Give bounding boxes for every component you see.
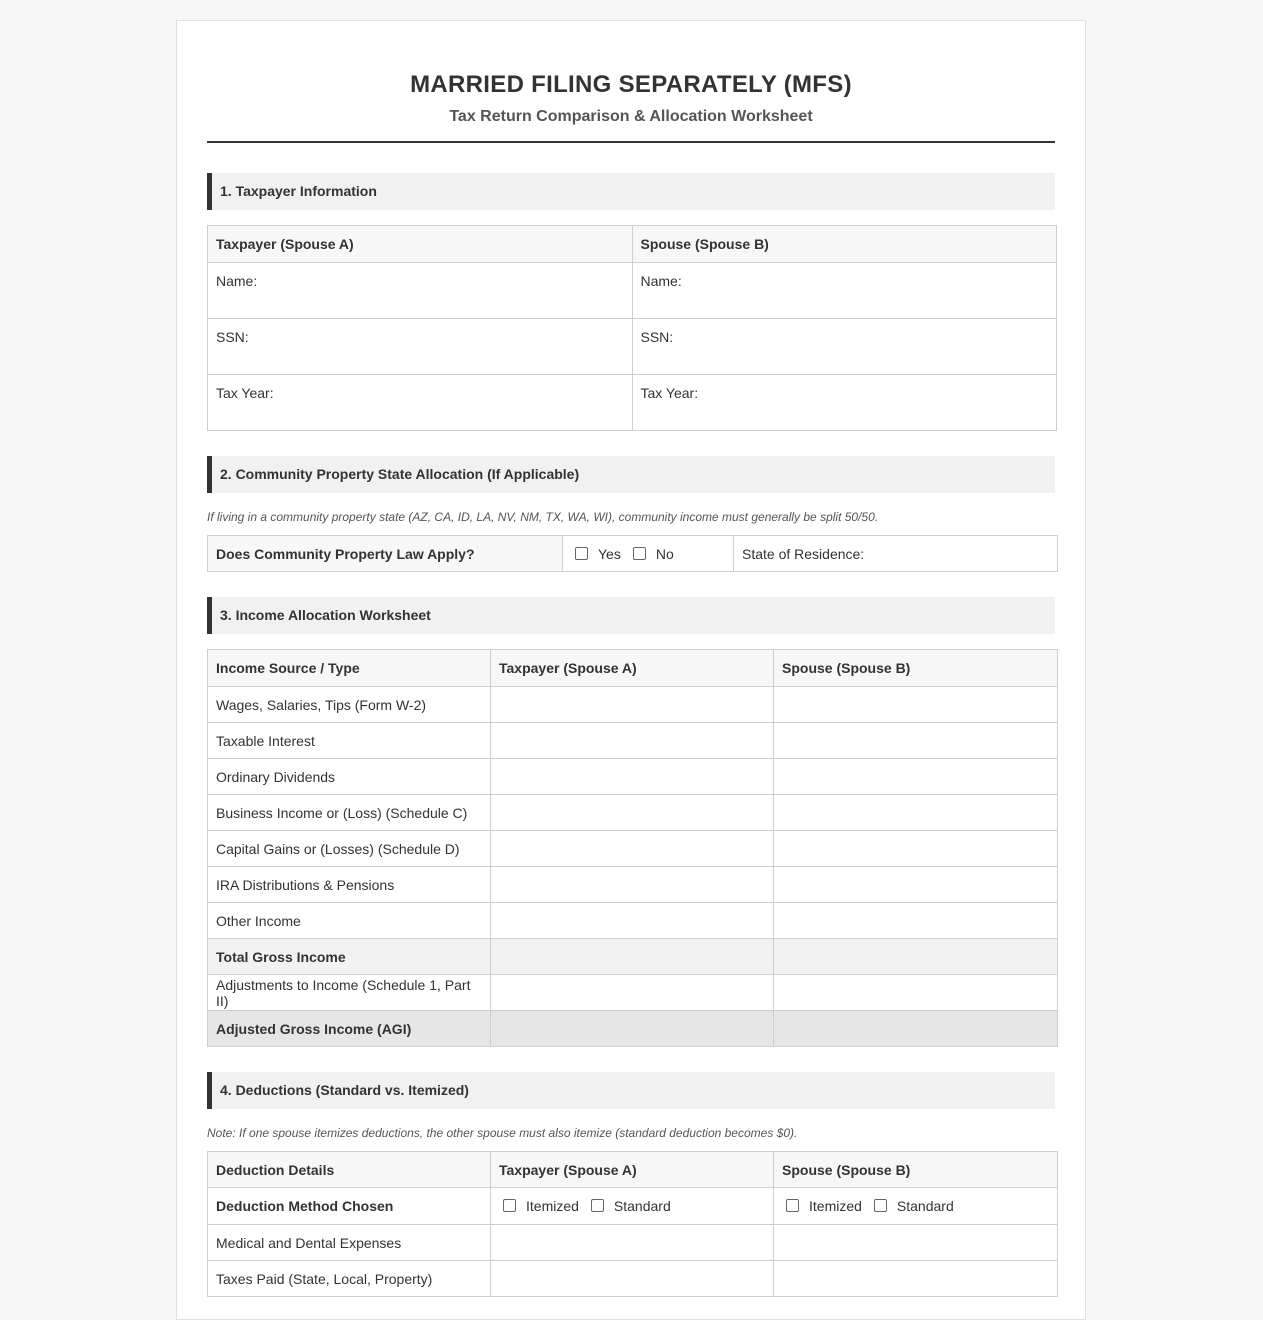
other-income-spouse-b-cell[interactable] <box>774 903 1058 939</box>
agi-spouse-a-cell <box>491 1011 774 1047</box>
agi-row <box>208 1011 1058 1047</box>
itemize-rule-note: Note: If one spouse itemizes deductions, the other spouse must also itemize (standard deduction becomes $0). <box>207 1126 798 1140</box>
table-row <box>208 795 1058 831</box>
income-label-wages: Wages, Salaries, Tips (Form W-2) <box>208 687 491 723</box>
ira-spouse-a-cell[interactable] <box>491 867 774 903</box>
spouse-a-ssn-field[interactable]: SSN: <box>208 319 633 375</box>
income-col-header-spouse-b: Spouse (Spouse B) <box>774 650 1058 687</box>
income-col-header-source: Income Source / Type <box>208 650 491 687</box>
worksheet-page <box>176 20 1086 1320</box>
total-gross-spouse-a-cell <box>491 939 774 975</box>
wages-spouse-b-cell[interactable] <box>774 687 1058 723</box>
spouse-a-standard-label: Standard <box>613 1198 671 1214</box>
table-row <box>208 687 1058 723</box>
section-3-heading: 3. Income Allocation Worksheet <box>207 597 1055 634</box>
no-checkbox[interactable] <box>633 547 646 560</box>
spouse-b-itemized-label: Itemized <box>809 1198 862 1214</box>
section-2-heading: 2. Community Property State Allocation (If Applicable) <box>207 456 1055 493</box>
income-label-business: Business Income or (Loss) (Schedule C) <box>208 795 491 831</box>
deduction-col-header-spouse-a: Taxpayer (Spouse A) <box>491 1152 774 1188</box>
spouse-a-method-options <box>491 1188 774 1225</box>
deductions-table <box>207 1151 1058 1297</box>
income-label-dividends: Ordinary Dividends <box>208 759 491 795</box>
spouse-a-standard-checkbox[interactable] <box>591 1199 604 1212</box>
business-spouse-a-cell[interactable] <box>491 795 774 831</box>
no-label: No <box>655 545 674 562</box>
col-header-spouse-b: Spouse (Spouse B) <box>632 226 1057 263</box>
table-row <box>208 975 1058 1011</box>
spouse-b-method-options <box>774 1188 1058 1225</box>
state-of-residence-field[interactable]: State of Residence: <box>734 536 1058 572</box>
community-property-note: If living in a community property state (AZ, CA, ID, LA, NV, NM, TX, WA, WI), community income must generally be split 50/50. <box>207 510 879 524</box>
capital-gains-spouse-a-cell[interactable] <box>491 831 774 867</box>
ira-spouse-b-cell[interactable] <box>774 867 1058 903</box>
wages-spouse-a-cell[interactable] <box>491 687 774 723</box>
income-label-agi: Adjusted Gross Income (AGI) <box>208 1011 491 1047</box>
document-header <box>207 21 1055 143</box>
income-label-capital-gains: Capital Gains or (Losses) (Schedule D) <box>208 831 491 867</box>
spouse-b-tax-year-field[interactable]: Tax Year: <box>632 375 1057 431</box>
spouse-a-itemized-checkbox[interactable] <box>503 1199 516 1212</box>
deduction-method-label: Deduction Method Chosen <box>208 1188 491 1225</box>
business-spouse-b-cell[interactable] <box>774 795 1058 831</box>
taxes-paid-spouse-b-cell[interactable] <box>774 1261 1058 1297</box>
taxes-paid-spouse-a-cell[interactable] <box>491 1261 774 1297</box>
spouse-b-name-field[interactable]: Name: <box>632 263 1057 319</box>
adjustments-spouse-a-cell[interactable] <box>491 975 774 1011</box>
spouse-b-ssn-field[interactable]: SSN: <box>632 319 1057 375</box>
income-label-total-gross: Total Gross Income <box>208 939 491 975</box>
deduction-label-taxes-paid: Taxes Paid (State, Local, Property) <box>208 1261 491 1297</box>
dividends-spouse-b-cell[interactable] <box>774 759 1058 795</box>
document-subtitle: Tax Return Comparison & Allocation Worksheet <box>449 108 813 125</box>
document-title: MARRIED FILING SEPARATELY (MFS) <box>410 71 852 98</box>
spouse-a-tax-year-field[interactable]: Tax Year: <box>208 375 633 431</box>
income-label-adjustments: Adjustments to Income (Schedule 1, Part II) <box>208 975 491 1011</box>
other-income-spouse-a-cell[interactable] <box>491 903 774 939</box>
deduction-label-medical: Medical and Dental Expenses <box>208 1225 491 1261</box>
medical-spouse-b-cell[interactable] <box>774 1225 1058 1261</box>
agi-spouse-b-cell <box>774 1011 1058 1047</box>
adjustments-spouse-b-cell[interactable] <box>774 975 1058 1011</box>
yes-checkbox[interactable] <box>575 547 588 560</box>
table-row <box>208 867 1058 903</box>
header-divider <box>207 141 1055 143</box>
interest-spouse-b-cell[interactable] <box>774 723 1058 759</box>
income-label-other: Other Income <box>208 903 491 939</box>
total-gross-income-row <box>208 939 1058 975</box>
table-row <box>208 1225 1058 1261</box>
dividends-spouse-a-cell[interactable] <box>491 759 774 795</box>
deduction-col-header-details: Deduction Details <box>208 1152 491 1188</box>
income-label-interest: Taxable Interest <box>208 723 491 759</box>
community-property-question: Does Community Property Law Apply? <box>208 536 563 572</box>
spouse-b-itemized-checkbox[interactable] <box>786 1199 799 1212</box>
spouse-a-itemized-label: Itemized <box>526 1198 579 1214</box>
total-gross-spouse-b-cell <box>774 939 1058 975</box>
interest-spouse-a-cell[interactable] <box>491 723 774 759</box>
income-allocation-table <box>207 649 1058 1047</box>
income-col-header-spouse-a: Taxpayer (Spouse A) <box>491 650 774 687</box>
table-row <box>208 831 1058 867</box>
section-4-heading: 4. Deductions (Standard vs. Itemized) <box>207 1072 1055 1109</box>
table-row <box>208 759 1058 795</box>
spouse-b-standard-label: Standard <box>896 1198 954 1214</box>
taxpayer-info-table <box>207 225 1057 431</box>
deduction-col-header-spouse-b: Spouse (Spouse B) <box>774 1152 1058 1188</box>
income-label-ira: IRA Distributions & Pensions <box>208 867 491 903</box>
spouse-a-name-field[interactable]: Name: <box>208 263 633 319</box>
section-1-heading: 1. Taxpayer Information <box>207 173 1055 210</box>
table-row <box>208 723 1058 759</box>
spouse-b-standard-checkbox[interactable] <box>874 1199 887 1212</box>
community-property-table <box>207 535 1058 572</box>
table-row <box>208 1261 1058 1297</box>
col-header-spouse-a: Taxpayer (Spouse A) <box>208 226 633 263</box>
capital-gains-spouse-b-cell[interactable] <box>774 831 1058 867</box>
table-row <box>208 903 1058 939</box>
deduction-method-row <box>208 1188 1058 1225</box>
medical-spouse-a-cell[interactable] <box>491 1225 774 1261</box>
yes-label: Yes <box>598 545 621 562</box>
community-property-options <box>563 536 734 572</box>
